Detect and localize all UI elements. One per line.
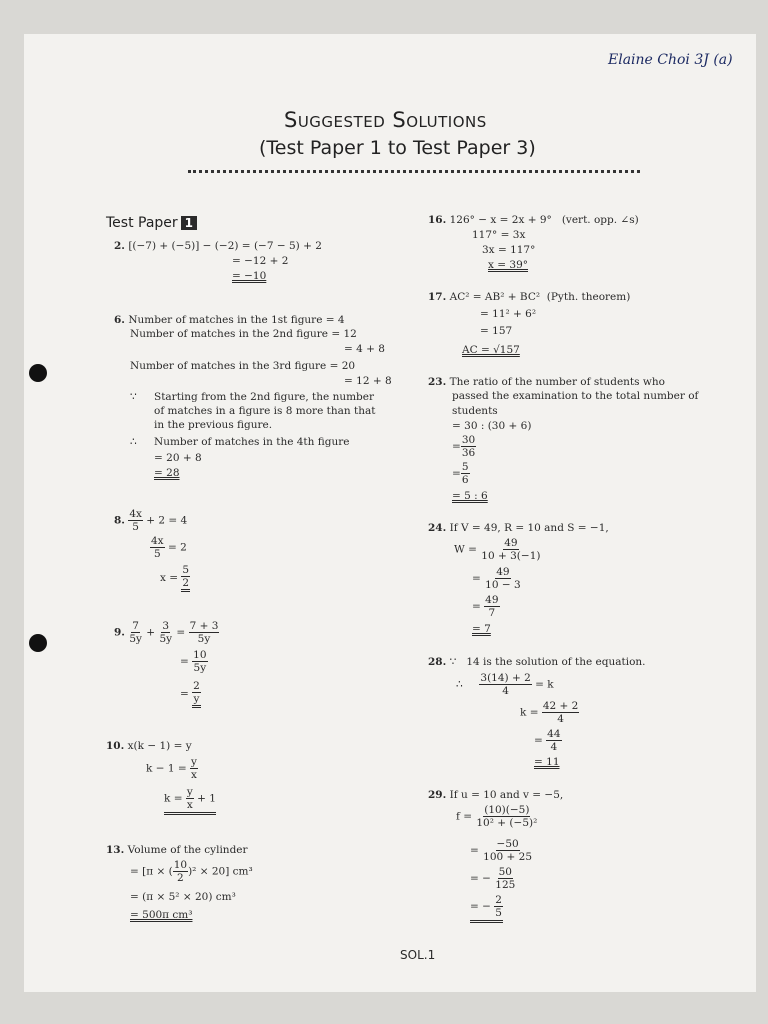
q28-f1-num: 3(14) + 2: [480, 672, 531, 684]
q29-f2-num: −50: [496, 838, 519, 850]
q24-f3-num: 49: [485, 594, 499, 606]
q29-frac2: [482, 838, 533, 863]
q10-line1: [106, 739, 192, 753]
q29-f2-den: 100 + 25: [483, 851, 533, 863]
q23-frac1: [461, 434, 476, 459]
q24-frac1: [480, 537, 541, 562]
q28-therefore: ∴: [456, 678, 463, 691]
q9-frac-c: [189, 620, 220, 645]
q28-number: 28.: [428, 656, 447, 668]
q8-frac2: [150, 535, 165, 560]
q28-line4: [534, 728, 562, 753]
q13-den: 2: [177, 872, 184, 884]
title-divider: [188, 170, 640, 173]
q9-a-num: 7: [132, 620, 139, 632]
q24-f2-num: 49: [496, 566, 510, 578]
q28-t1: = k: [535, 678, 554, 691]
q9-frac-b: [158, 620, 173, 645]
q10-l1: x(k − 1) = y: [127, 740, 192, 752]
q24-f3-den: 7: [488, 607, 496, 619]
q29-line1: [428, 788, 563, 802]
q24-answer: = 7: [472, 623, 491, 635]
q6-line9: Number of matches in the 4th figure: [154, 436, 350, 448]
q28-f1-den: 4: [502, 685, 509, 697]
q29-eq: =: [470, 844, 479, 857]
q9-b-num: 3: [162, 620, 170, 632]
q23-f2-den: 6: [461, 474, 469, 486]
q13-answer: = 500π cm³: [130, 909, 193, 921]
q13-frac: [173, 859, 188, 884]
q28-line2: [456, 672, 554, 697]
q24-frac3: [484, 594, 499, 619]
q29-f3-num: 50: [498, 866, 512, 878]
q28-l1: 14 is the solution of the equation.: [466, 656, 646, 668]
q16-line3: 3x = 117°: [482, 244, 536, 256]
q24-f1-den: 10 + 3(−1): [481, 550, 541, 562]
q9-plus: +: [146, 626, 156, 639]
q23-eq-a: =: [452, 440, 461, 453]
q6-line4: Number of matches in the 3rd figure = 20: [130, 360, 356, 372]
q6-line8: in the previous figure.: [154, 419, 273, 431]
q29-frac1: [475, 804, 538, 829]
q23-frac2: [461, 461, 470, 486]
q9-eq: =: [176, 626, 186, 639]
q29-frac3: [494, 866, 516, 891]
q9-line3: [180, 680, 201, 708]
q24-line1: [428, 521, 609, 535]
q8-frac2-num: 4x: [151, 535, 164, 547]
q6-l1: Number of matches in the 1st figure = 4: [128, 314, 345, 326]
q9-line1: [114, 620, 219, 645]
q24-eq-b: =: [472, 600, 481, 613]
q28-line1: [428, 655, 646, 669]
q24-f1-num: 49: [504, 537, 518, 549]
q9-eq3: =: [180, 688, 189, 700]
q10-t3: + 1: [197, 792, 216, 805]
q8-number: 8.: [114, 514, 125, 527]
q29-f4-den: 5: [495, 907, 502, 919]
q17-line3: = 157: [480, 325, 513, 337]
q13-line2: [130, 859, 253, 884]
q23-line4: = 30 : (30 + 6): [452, 420, 532, 432]
q29-neg-a: = −: [470, 872, 491, 885]
q24-line4: [472, 594, 500, 619]
q23-f2-num: 5: [461, 461, 469, 473]
q9-c-den: 5y: [197, 633, 211, 645]
q2-line1: [114, 239, 322, 253]
q29-f4-num: 2: [495, 894, 502, 906]
q8-ans-num: 5: [182, 564, 190, 576]
q10-frac1: [190, 756, 198, 781]
q8-answer: [181, 564, 190, 592]
q16-line2: 117° = 3x: [472, 229, 526, 241]
q9-answer: [192, 680, 201, 708]
q17-number: 17.: [428, 291, 447, 303]
q9-f-den: y: [193, 693, 200, 705]
q29-line4: [470, 866, 516, 891]
q28-eq: =: [534, 734, 543, 747]
q13-eq1: = [π × (: [130, 865, 173, 878]
q8-t2: = 2: [167, 541, 187, 554]
q24-eq-a: =: [472, 572, 481, 585]
q9-e-den: 5y: [193, 662, 207, 674]
q24-frac2: [484, 566, 522, 591]
test-paper-heading: [106, 215, 197, 231]
q23-answer: = 5 : 6: [452, 490, 488, 502]
q10-line3: [164, 786, 216, 815]
q10-f2-num: y: [186, 786, 193, 798]
q8-ans-den: 2: [182, 577, 190, 589]
q29-f1-den: 10² + (−5)²: [476, 817, 538, 829]
q6-line5: = 12 + 8: [344, 375, 392, 387]
q28-frac2: [542, 700, 580, 725]
q23-f1-den: 36: [461, 447, 476, 459]
q29-line3: [470, 838, 533, 863]
q17-answer: AC = √157: [462, 344, 520, 356]
q23-f1-num: 30: [461, 434, 476, 446]
q23-number: 23.: [428, 376, 447, 388]
q28-answer: = 11: [534, 756, 560, 768]
q24-number: 24.: [428, 522, 447, 534]
q23-line2: passed the examination to the total number of: [452, 390, 699, 402]
q9-b-den: 5y: [159, 633, 173, 645]
q29-line5: [470, 894, 503, 923]
q9-number: 9.: [114, 626, 125, 639]
q29-answer: [494, 894, 503, 919]
test-paper-number: 1: [181, 216, 197, 230]
test-paper-label: Test Paper: [106, 215, 178, 231]
q23-line6: [452, 461, 470, 486]
q9-frac-a: [128, 620, 143, 645]
q28-f2-den: 4: [557, 713, 564, 725]
because-symbol: ∵: [130, 391, 137, 403]
q29-f1-num: (10)(−5): [484, 804, 530, 816]
page-number: SOL.1: [400, 948, 436, 962]
q24-f2-den: 10 − 3: [485, 579, 521, 591]
q10-frac2: [186, 786, 194, 811]
q24-line2: [454, 537, 541, 562]
q28-f3-den: 4: [550, 741, 558, 753]
q10-l3: k =: [164, 792, 183, 805]
page-title: Suggested Solutions: [284, 108, 487, 132]
q9-f-num: 2: [193, 680, 200, 692]
q13-num: 10: [173, 859, 188, 871]
q9-a-den: 5y: [129, 633, 142, 645]
q8-line3: [160, 564, 190, 592]
q9-c-num: 7 + 3: [189, 620, 219, 632]
q17-reason: (Pyth. theorem): [546, 291, 631, 303]
q16-l1: 126° − x = 2x + 9°: [449, 214, 552, 226]
q10-number: 10.: [106, 740, 125, 752]
q6-line3: = 4 + 8: [344, 343, 385, 355]
q17-l1: AC² = AB² + BC²: [449, 291, 541, 303]
q6-line6: Starting from the 2nd figure, the number: [154, 391, 375, 403]
q8-line1: [114, 508, 187, 533]
q24-w: W =: [454, 543, 477, 556]
q23-l1: The ratio of the number of students who: [449, 376, 665, 388]
q8-x: x =: [160, 572, 179, 584]
q16-number: 16.: [428, 214, 447, 226]
page-subtitle: (Test Paper 1 to Test Paper 3): [259, 137, 536, 159]
q13-l1: Volume of the cylinder: [127, 844, 248, 856]
q28-line3: [520, 700, 579, 725]
q8-line2: [150, 535, 187, 560]
q13-number: 13.: [106, 844, 125, 856]
q2-answer: = −10: [232, 270, 267, 282]
q13-line1: [106, 843, 248, 857]
q6-line1: [114, 313, 345, 327]
q2-expr: [(−7) + (−5)] − (−2) = (−7 − 5) + 2: [128, 240, 322, 252]
q9-line2: [180, 649, 208, 674]
q6-answer: = 28: [154, 467, 180, 479]
q28-frac3: [546, 728, 561, 753]
q6-line10: = 20 + 8: [154, 452, 202, 464]
q8-frac1: [128, 508, 143, 533]
q29-l1: If u = 10 and v = −5,: [449, 789, 564, 801]
q29-f3-den: 125: [495, 879, 516, 891]
q17-line1: [428, 290, 630, 304]
q9-frac-e: [192, 649, 207, 674]
q10-f2-den: x: [186, 799, 193, 811]
q28-k: k =: [520, 706, 539, 719]
q29-line2: [456, 804, 538, 829]
q9-e-num: 10: [193, 649, 207, 661]
q10-l2: k − 1 =: [146, 762, 187, 775]
punch-hole-top: [29, 364, 47, 382]
q29-neg-b: = −: [470, 900, 491, 913]
punch-hole-bottom: [29, 634, 47, 652]
q13-tail1: )² × 20] cm³: [188, 865, 253, 878]
q10-line2: [146, 756, 198, 781]
q23-line3: students: [452, 405, 498, 417]
q29-f: f =: [456, 810, 473, 823]
q23-line5: [452, 434, 476, 459]
q9-eq2: =: [180, 655, 189, 668]
therefore-symbol: ∴: [130, 436, 137, 448]
q8-frac1-den: 5: [132, 521, 139, 533]
q23-line1: [428, 375, 665, 389]
q13-line3: = (π × 5² × 20) cm³: [130, 891, 236, 903]
q8-t1: + 2 = 4: [146, 514, 188, 527]
q2-line2: = −12 + 2: [232, 255, 289, 267]
q24-line3: [472, 566, 522, 591]
q17-line2: = 11² + 6²: [480, 308, 537, 320]
q6-line2: Number of matches in the 2nd figure = 12: [130, 328, 357, 340]
q6-number: 6.: [114, 314, 125, 326]
q8-frac1-num: 4x: [129, 508, 142, 520]
q23-eq-b: =: [452, 467, 461, 480]
q29-number: 29.: [428, 789, 447, 801]
q8-frac2-den: 5: [153, 548, 161, 560]
q6-line7: of matches in a figure is 8 more than that: [154, 405, 376, 417]
q2-number: 2.: [114, 240, 125, 252]
handwritten-name: Elaine Choi 3J (a): [608, 52, 733, 68]
q28-frac1: [479, 672, 531, 697]
q10-f1-num: y: [191, 756, 197, 768]
q16-line1: [428, 213, 639, 227]
q28-because: ∵: [449, 656, 457, 668]
q10-f1-den: x: [191, 769, 197, 781]
q28-f2-num: 42 + 2: [542, 700, 579, 712]
q16-answer: x = 39°: [488, 259, 529, 271]
q16-reason: (vert. opp. ∠s): [561, 214, 639, 226]
q28-f3-num: 44: [547, 728, 561, 740]
q24-l1: If V = 49, R = 10 and S = −1,: [449, 522, 609, 534]
